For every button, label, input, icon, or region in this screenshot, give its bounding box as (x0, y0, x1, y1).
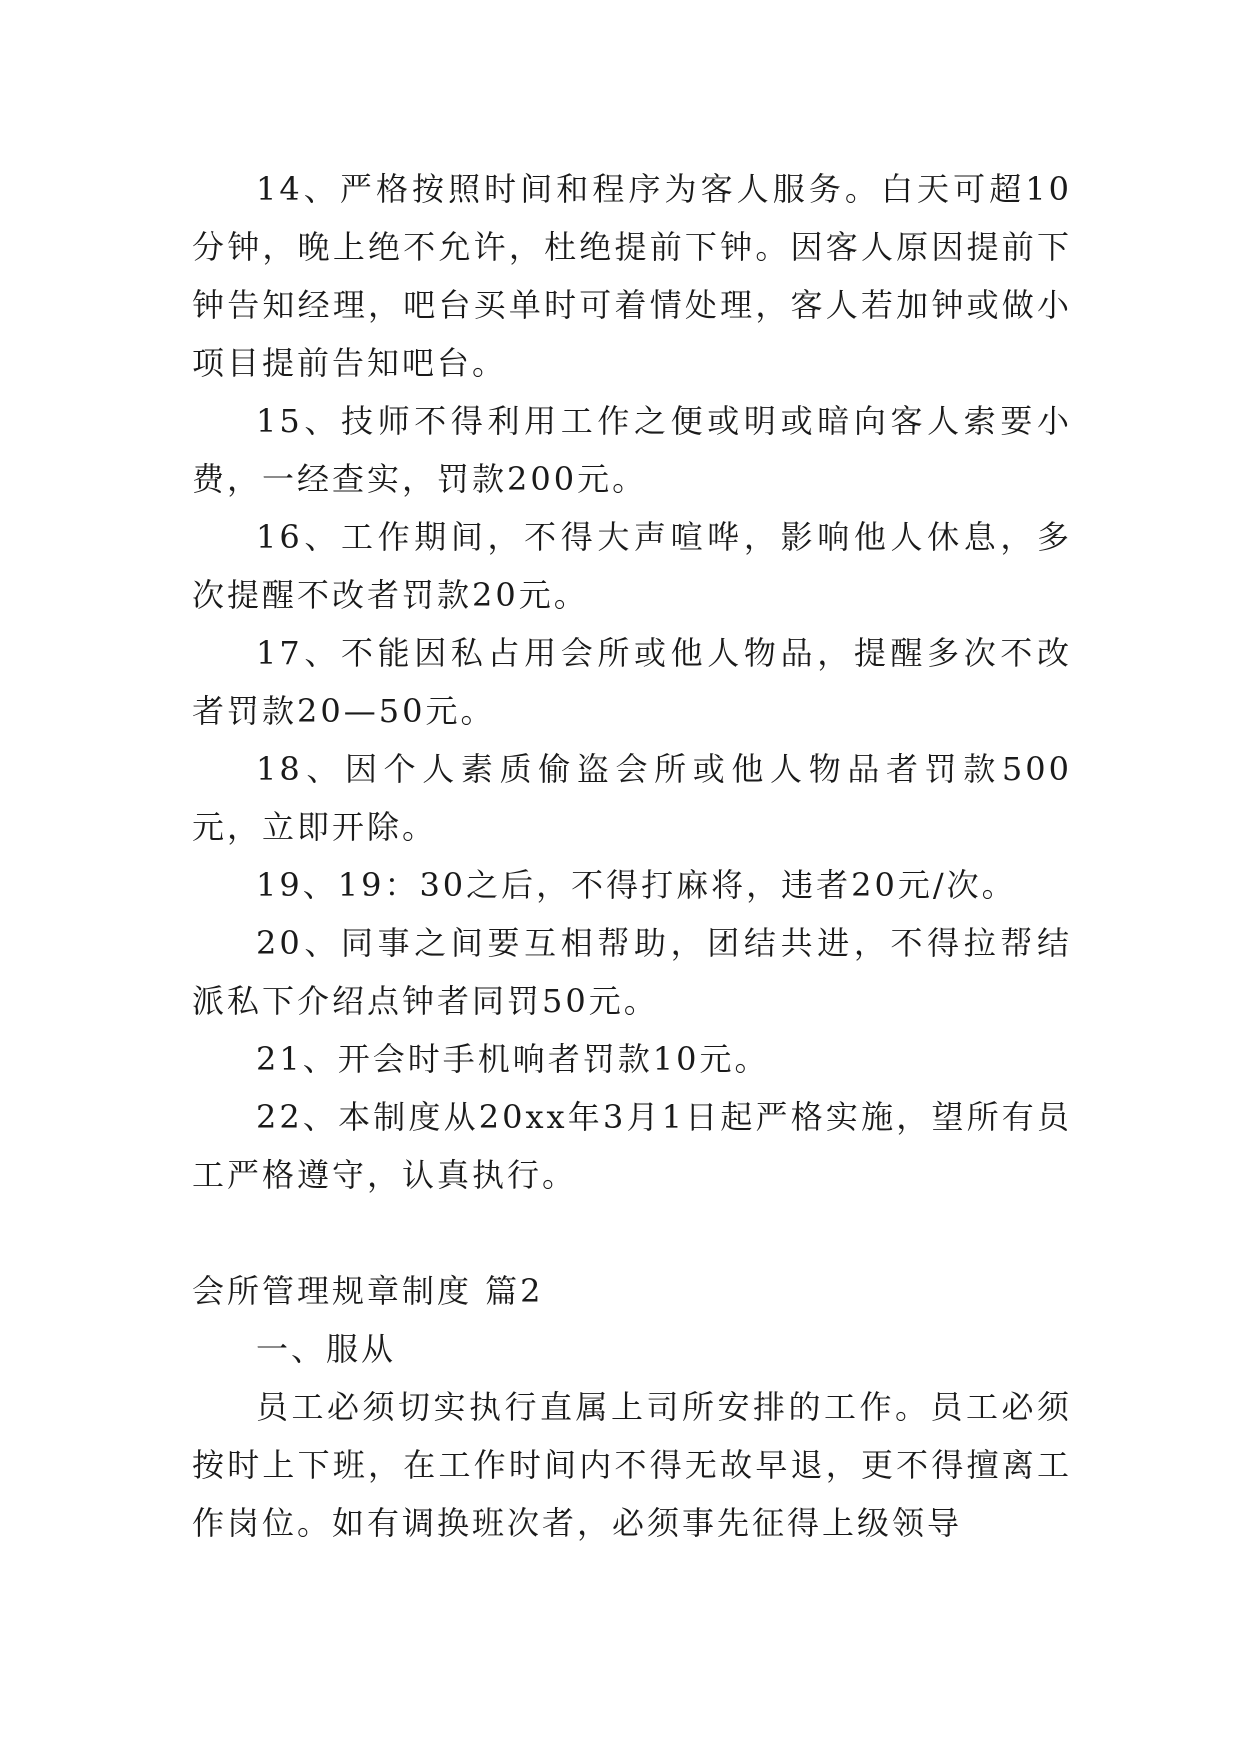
body-paragraph: 员工必须切实执行直属上司所安排的工作。员工必须按时上下班，在工作时间内不得无故早退，更不得擅离工作岗位。如有调换班次者，必须事先征得上级领导 (192, 1388, 1072, 1542)
rule-17-paragraph: 17、不能因私占用会所或他人物品，提醒多次不改者罚款20—50元。 (192, 634, 1072, 730)
rule-15-paragraph: 15、技师不得利用工作之便或明或暗向客人索要小费，一经查实，罚款200元。 (192, 402, 1072, 498)
rule-20-paragraph: 20、同事之间要互相帮助，团结共进，不得拉帮结派私下介绍点钟者同罚50元。 (192, 924, 1072, 1020)
section-title: 会所管理规章制度 篇2 (192, 1272, 544, 1310)
subsection-title: 一、服从 (256, 1330, 397, 1368)
document-body (192, 160, 1072, 1552)
rule-18-paragraph: 18、因个人素质偷盗会所或他人物品者罚款500元，立即开除。 (192, 750, 1072, 846)
rule-22-paragraph: 22、本制度从20xx年3月1日起严格实施，望所有员工严格遵守，认真执行。 (192, 1098, 1072, 1194)
rule-19-paragraph: 19、19：30之后，不得打麻将，违者20元/次。 (256, 866, 1017, 904)
rule-14-paragraph: 14、严格按照时间和程序为客人服务。白天可超10分钟，晚上绝不允许，杜绝提前下钟。因客人原因提前下钟告知经理，吧台买单时可着情处理，客人若加钟或做小项目提前告知吧台。 (192, 170, 1072, 382)
rule-21-paragraph: 21、开会时手机响者罚款10元。 (256, 1040, 770, 1078)
rule-16-paragraph: 16、工作期间，不得大声喧哗，影响他人休息，多次提醒不改者罚款20元。 (192, 518, 1072, 614)
